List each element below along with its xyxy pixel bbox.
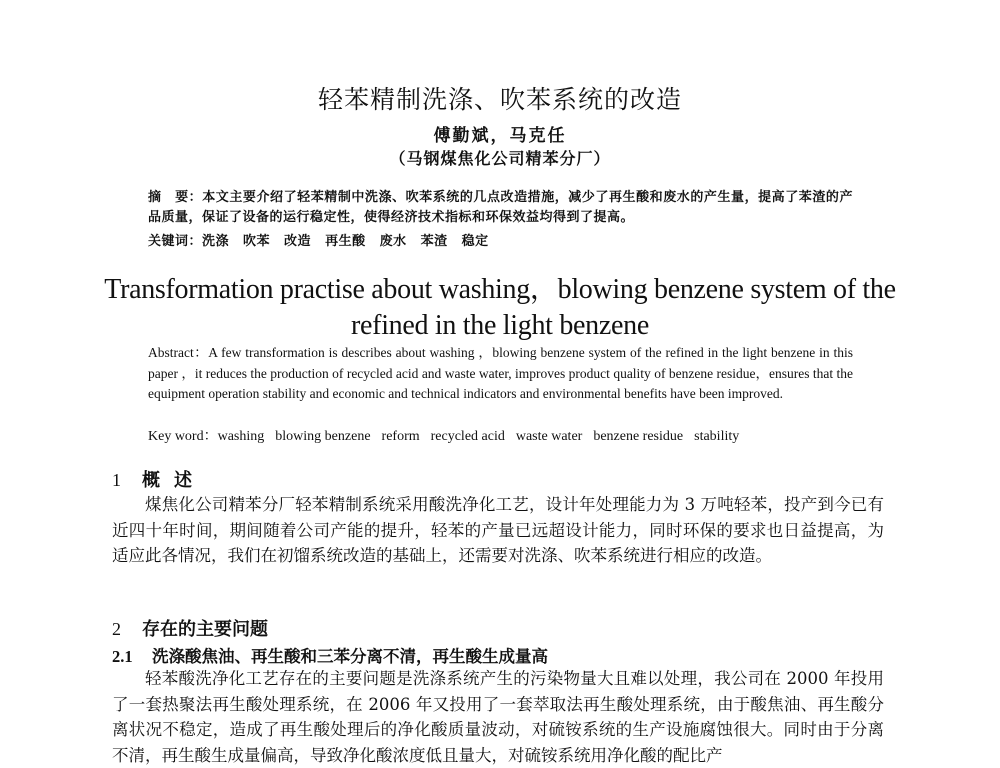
- section-1-heading: [112, 466, 206, 492]
- section-2-title: 存在的主要问题: [142, 619, 268, 640]
- keyword-cn: 稳定: [461, 234, 489, 249]
- section-2-number: 2: [112, 619, 121, 639]
- affiliation-cn: （马钢煤焦化公司精苯分厂）: [389, 149, 611, 168]
- section-1-paragraph: 煤焦化公司精苯分厂轻苯精制系统采用酸洗净化工艺，设计年处理能力为 3 万吨轻苯，投产到今已有近四十年时间，期间随着公司产能的提升，轻苯的产量已远超设计能力，同时环保的要求也日益提高，为适应此各情况，我们在初馏系统改造的基础上，还需要对洗涤、吹苯系统进行相应的改造。: [112, 495, 884, 565]
- subsection-2-1-number: 2.1: [112, 647, 133, 666]
- keyword-en: blowing benzene: [275, 429, 371, 444]
- keyword-cn: 废水: [379, 234, 407, 249]
- keyword-cn: 洗涤: [202, 234, 230, 249]
- keyword-en: washing: [217, 429, 265, 444]
- section-2-heading: [112, 615, 268, 641]
- keywords-en-label: Key word：: [148, 429, 218, 444]
- section-1-title: 概述: [142, 470, 206, 491]
- abstract-en-text: A few transformation is describes about washing ，blowing benzene system of the refined in the light benzene in this paper ，it reduces the production of recycled acid and waste water, improves product quality of benzene residue，ensures that the equipment operation stability and economic and technical indicators and environmental benefits have been improved.: [148, 345, 854, 401]
- authors-cn: 傅勤斌，马克任: [433, 126, 567, 146]
- subsection-2-1-title: 洗涤酸焦油、再生酸和三苯分离不清，再生酸生成量高: [152, 647, 548, 666]
- keyword-cn: 再生酸: [325, 234, 366, 249]
- keywords-cn-label: 关键词：: [148, 234, 203, 249]
- paper-title-en: Transformation practise about washing，blowing benzene system of the refined in the light benzene: [104, 274, 896, 341]
- subsection-2-1-heading: [112, 643, 548, 667]
- section-2-1-paragraph: 轻苯酸洗净化工艺存在的主要问题是洗涤系统产生的污染物量大且难以处理，我公司在 2000 年投用了一套热聚法再生酸处理系统，在 2006 年又投用了一套萃取法再生酸处理系统，由于酸焦油、再生酸分离状况不稳定，造成了再生酸处理后的净化酸质量波动，对硫铵系统的生产设施腐蚀很大。同时由于分离不清，再生酸生成量偏高，导致净化酸浓度低且量大，对硫铵系统用净化酸的配比产: [112, 669, 884, 765]
- keyword-cn: 改造: [284, 234, 312, 249]
- keyword-cn: 吹苯: [243, 234, 271, 249]
- keyword-en: stability: [694, 429, 740, 444]
- keywords-cn: [148, 230, 853, 249]
- abstract-cn-text: 本文主要介绍了轻苯精制中洗涤、吹苯系统的几点改造措施，减少了再生酸和废水的产生量，提高了苯渣的产品质量，保证了设备的运行稳定性，使得经济技术指标和环保效益均得到了提高。: [148, 190, 853, 225]
- keyword-en: waste water: [515, 429, 583, 444]
- paper-title-cn: 轻苯精制洗涤、吹苯系统的改造: [317, 85, 682, 114]
- section-1-number: 1: [112, 470, 121, 490]
- keyword-cn: 苯渣: [420, 234, 448, 249]
- abstract-en: [148, 343, 853, 405]
- keyword-en: benzene residue: [593, 429, 684, 444]
- keywords-en: [148, 425, 868, 445]
- abstract-cn: [148, 188, 853, 228]
- keyword-en: recycled acid: [430, 429, 505, 444]
- abstract-en-label: Abstract：: [148, 345, 209, 360]
- keyword-en: reform: [381, 429, 420, 444]
- abstract-cn-label: 摘 要：: [148, 190, 203, 205]
